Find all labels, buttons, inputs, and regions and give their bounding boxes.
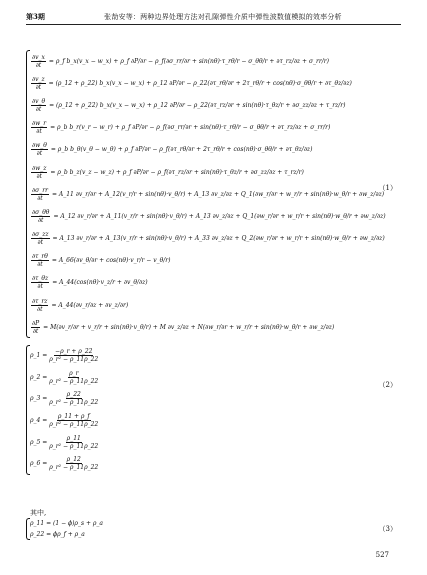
rhs-fraction xyxy=(48,456,99,471)
denominator: ρ_r² − ρ_11ρ_22 xyxy=(49,421,99,429)
equation-number-3: （3） xyxy=(378,525,397,533)
equation-rhs: = A_66(∂v_θ/∂r + cos(nθ)·v_r/r − v_θ/r) xyxy=(51,257,171,265)
equation-row xyxy=(30,161,360,183)
rhs-fraction xyxy=(48,435,99,450)
numerator: ρ_12 xyxy=(66,456,81,464)
equation-system-1 xyxy=(30,50,386,338)
equation-row xyxy=(30,205,386,227)
equation-row xyxy=(30,94,360,116)
lhs-numerator: ∂P xyxy=(32,319,40,327)
left-brace xyxy=(26,50,30,338)
numerator: ρ_11 + ρ_f xyxy=(57,413,90,421)
denominator: ρ_r² − ρ_11ρ_22 xyxy=(49,464,99,472)
equation-system-3 xyxy=(30,518,360,540)
equation-rhs: = A_44(∂v_r/∂z + ∂v_z/∂r) xyxy=(51,301,129,309)
lhs-denominator: ∂t xyxy=(35,105,42,113)
equation-row xyxy=(30,72,360,94)
qizhong-label: 其中, xyxy=(30,509,47,517)
equation-row xyxy=(30,250,360,272)
lhs-symbol: ρ_6 = xyxy=(30,460,48,468)
lhs-derivative xyxy=(31,76,46,91)
lhs-numerator: ∂σ_rr xyxy=(32,186,48,194)
lhs-denominator: ∂t xyxy=(32,327,39,335)
lhs-derivative xyxy=(31,98,46,113)
equation-rhs: = A_12 ∂v_r/∂r + A_11(v_r/r + sin(nθ)·v_θ/r) + A_13 ∂v_z/∂z + Q_1(∂w_r/∂r + w_r/r + sin(nθ)·w_θ/r + ∂w_z/∂z) xyxy=(53,212,386,220)
lhs-derivative xyxy=(31,320,40,335)
numerator: −ρ_r + ρ_22 xyxy=(55,348,93,356)
lhs-denominator: ∂t xyxy=(36,150,43,158)
equation-rhs: = ρ_f b_x(v_x − w_x) + ρ_f ∂P/∂r − ρ_f(∂σ_rr/∂r + sin(nθ)·τ_rθ/r − σ_θθ/r + ∂τ_rz/∂z + σ_rr/r) xyxy=(48,57,330,65)
equation-row: ρ_22 = ϕρ_f + ρ_a xyxy=(30,531,85,538)
denominator: ρ_r² − ρ_11ρ_22 xyxy=(49,399,99,407)
lhs-numerator: ∂v_x xyxy=(32,53,45,61)
left-brace xyxy=(26,345,30,475)
lhs-symbol: ρ_3 = xyxy=(30,395,48,403)
lhs-symbol: ρ_4 = xyxy=(30,417,48,425)
equation-row xyxy=(30,294,360,316)
equation-row xyxy=(30,228,385,250)
equation-row xyxy=(30,272,360,294)
lhs-numerator: ∂σ_θθ xyxy=(32,208,50,216)
equation-row xyxy=(30,183,385,205)
numerator: ρ_22 xyxy=(66,391,81,399)
lhs-numerator: ∂τ_rθ xyxy=(32,253,48,261)
left-brace xyxy=(26,518,30,540)
lhs-numerator: ∂τ_θz xyxy=(32,275,49,283)
lhs-derivative xyxy=(31,298,48,313)
lhs-derivative xyxy=(31,165,47,180)
lhs-denominator: ∂t xyxy=(37,261,43,269)
rhs-fraction xyxy=(48,348,99,363)
lhs-symbol: ρ_1 = xyxy=(30,352,48,360)
equation-rhs: = A_44(cos(nθ)·v_z/r + ∂v_θ/∂z) xyxy=(52,279,148,287)
rhs-fraction xyxy=(48,370,99,385)
lhs-denominator: ∂t xyxy=(37,283,43,291)
page-number: 527 xyxy=(375,551,389,559)
lhs-derivative xyxy=(31,54,46,69)
equation-row xyxy=(30,316,360,338)
rhs-fraction xyxy=(48,391,99,406)
lhs-symbol: ρ_2 = xyxy=(30,373,48,381)
lhs-numerator: ∂v_θ xyxy=(32,97,46,105)
equation-number-1: （1） xyxy=(378,184,397,192)
lhs-derivative xyxy=(31,209,50,224)
numerator: ρ_11 xyxy=(66,434,81,442)
denominator: ρ_r² − ρ_11ρ_22 xyxy=(49,442,99,450)
lhs-numerator: ∂w_θ xyxy=(32,142,47,150)
equation-system-2 xyxy=(30,345,360,475)
equation-rhs: = ρ_b b_z(v_z − w_z) + ρ_f ∂P/∂r − ρ_f(∂τ_rz/∂r + sin(nθ)·τ_θz/r + ∂σ_zz/∂z + τ_rz/r) xyxy=(50,168,304,176)
running-title: 张劼安等：两种边界处理方法对孔隙弹性介质中弹性波数值模拟的效率分析 xyxy=(104,13,342,21)
equation-row xyxy=(30,431,360,453)
lhs-derivative xyxy=(31,253,49,268)
numerator: ρ_r xyxy=(69,369,79,377)
equation-rhs: = A_13 ∂v_r/∂r + A_13(v_r/r + sin(nθ)·v_θ/r) + A_33 ∂v_z/∂z + Q_2(∂w_r/∂r + w_r/r + sin(nθ)·w_θ/r + ∂w_z/∂z) xyxy=(52,235,385,243)
equation-rhs: = ρ_b b_r(v_r − w_r) + ρ_f ∂P/∂r − ρ_f(∂σ_rr/∂r + sin(nθ)·τ_rθ/r − σ_θθ/r + ∂τ_rz/∂z + σ_rr/r) xyxy=(50,124,331,132)
equation-row xyxy=(30,453,360,475)
equation-row xyxy=(30,388,360,410)
lhs-derivative xyxy=(31,275,49,290)
rhs-fraction xyxy=(48,413,99,428)
lhs-derivative xyxy=(31,187,49,202)
lhs-denominator: ∂t xyxy=(36,128,42,136)
equation-rhs: = M(∂v_r/∂r + v_r/r + sin(nθ)·v_θ/r) + M ∂v_z/∂z + N(∂w_r/∂r + w_r/r + sin(nθ)·w_θ/r + ∂w_z/∂z) xyxy=(43,323,335,331)
lhs-denominator: ∂t xyxy=(37,194,43,202)
equation-rhs: = ρ_b b_θ(v_θ − w_θ) + ρ_f ∂P/∂r − ρ_f(∂τ_rθ/∂r + 2τ_rθ/r + cos(nθ)·σ_θθ/r + ∂τ_θz/∂z) xyxy=(50,146,313,154)
lhs-numerator: ∂v_z xyxy=(32,75,45,83)
lhs-denominator: ∂t xyxy=(37,239,44,247)
running-header xyxy=(26,10,401,25)
lhs-denominator: ∂t xyxy=(37,216,44,224)
lhs-derivative xyxy=(31,231,50,246)
lhs-numerator: ∂w_z xyxy=(32,164,47,172)
equation-row: ρ_11 = (1 − ϕ)ρ_s + ρ_a xyxy=(30,520,103,527)
equation-row xyxy=(30,410,360,432)
equation-row xyxy=(30,345,360,367)
equation-row xyxy=(30,139,360,161)
lhs-derivative xyxy=(31,142,48,157)
equation-row xyxy=(30,367,360,389)
lhs-symbol: ρ_5 = xyxy=(30,438,48,446)
lhs-denominator: ∂t xyxy=(35,83,42,91)
denominator: ρ_r² − ρ_11ρ_22 xyxy=(49,377,99,385)
lhs-numerator: ∂τ_rz xyxy=(32,297,48,305)
equation-rhs: = (ρ_12 + ρ_22) b_x(v_x − w_x) + ρ_12 ∂P/∂r − ρ_22(∂τ_rθ/∂r + 2τ_rθ/r + cos(nθ)·σ_θθ/r + ∂τ_θz/∂z) xyxy=(48,79,352,87)
lhs-denominator: ∂t xyxy=(36,172,42,180)
equation-row xyxy=(30,50,360,72)
equation-rhs: = (ρ_12 + ρ_22) b_x(v_x − w_x) + ρ_12 ∂P/∂r − ρ_22(∂τ_rz/∂r + sin(nθ)·τ_θz/r + ∂σ_zz/∂z + τ_rz/r) xyxy=(49,101,346,109)
lhs-derivative xyxy=(31,120,47,135)
equation-row xyxy=(30,117,360,139)
issue-label: 第3期 xyxy=(26,12,45,21)
denominator: ρ_r² − ρ_11ρ_22 xyxy=(49,356,99,364)
lhs-denominator: ∂t xyxy=(36,305,43,313)
lhs-numerator: ∂w_r xyxy=(32,120,47,128)
lhs-denominator: ∂t xyxy=(35,61,42,69)
equation-rhs: = A_11 ∂v_r/∂r + A_12(v_r/r + sin(nθ)·v_θ/r) + A_13 ∂v_z/∂z + Q_1(∂w_r/∂r + w_r/r + sin(nθ)·w_θ/r + ∂w_z/∂z) xyxy=(51,190,385,198)
equation-number-2: （2） xyxy=(378,381,397,389)
lhs-numerator: ∂σ_zz xyxy=(32,231,49,239)
